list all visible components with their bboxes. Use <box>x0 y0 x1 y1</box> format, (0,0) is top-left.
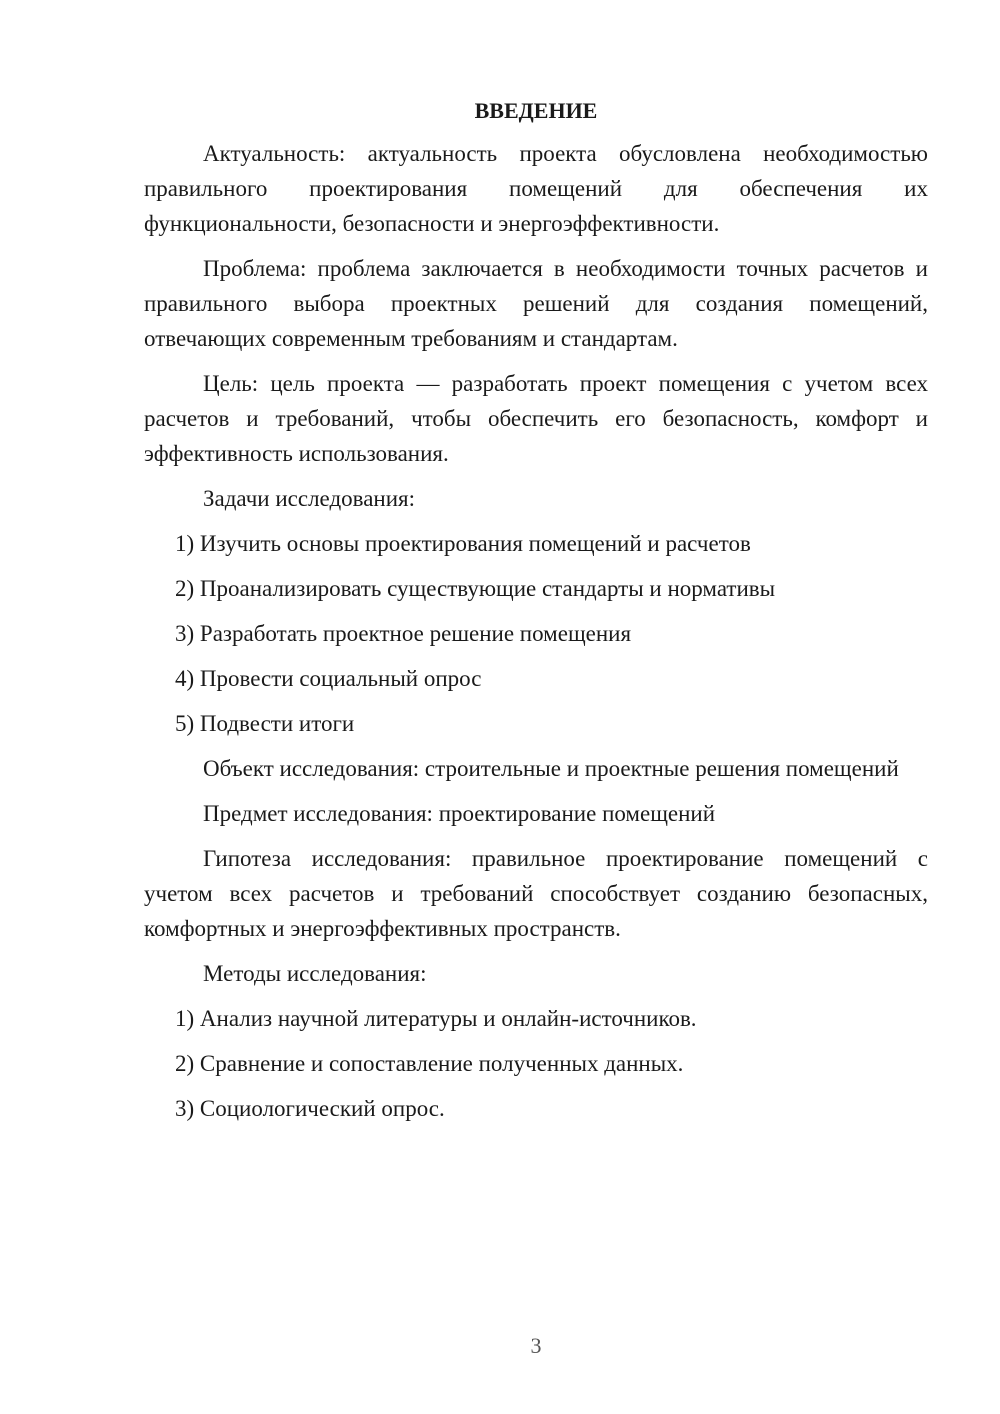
list-item: 2) Сравнение и сопоставление полученных данных. <box>175 1051 684 1076</box>
list-item: 2) Проанализировать существующие стандарты и нормативы <box>175 576 776 601</box>
problem-paragraph: Проблема: проблема заключается в необходимости точных расчетов и правильного выбора проектных решений для создания помещений, отвечающих современным требованиям и стандартам. <box>144 256 928 351</box>
object-paragraph: Объект исследования: строительные и проектные решения помещений <box>203 756 899 781</box>
list-item: 4) Провести социальный опрос <box>175 666 482 691</box>
list-item: 3) Социологический опрос. <box>175 1096 445 1121</box>
list-item: 1) Анализ научной литературы и онлайн-источников. <box>175 1006 697 1031</box>
subject-paragraph: Предмет исследования: проектирование помещений <box>203 801 716 826</box>
goal-paragraph: Цель: цель проекта — разработать проект помещения с учетом всех расчетов и требований, чтобы обеспечить его безопасность, комфорт и эффективность использования. <box>144 371 928 466</box>
page-number: 3 <box>530 1333 542 1358</box>
hypothesis-paragraph: Гипотеза исследования: правильное проектирование помещений с учетом всех расчетов и требований способствует созданию безопасных, комфортных и энергоэффективных пространств. <box>144 846 928 941</box>
methods-heading: Методы исследования: <box>203 961 427 986</box>
document-body <box>144 94 928 1136</box>
page-title: ВВЕДЕНИЕ <box>474 98 598 123</box>
relevance-paragraph: Актуальность: актуальность проекта обусловлена необходимостью правильного проектирования помещений для обеспечения их функциональности, безопасности и энергоэффективности. <box>144 141 928 236</box>
list-item: 5) Подвести итоги <box>175 711 355 736</box>
list-item: 3) Разработать проектное решение помещения <box>175 621 632 646</box>
tasks-heading: Задачи исследования: <box>203 486 416 511</box>
list-item: 1) Изучить основы проектирования помещений и расчетов <box>175 531 751 556</box>
